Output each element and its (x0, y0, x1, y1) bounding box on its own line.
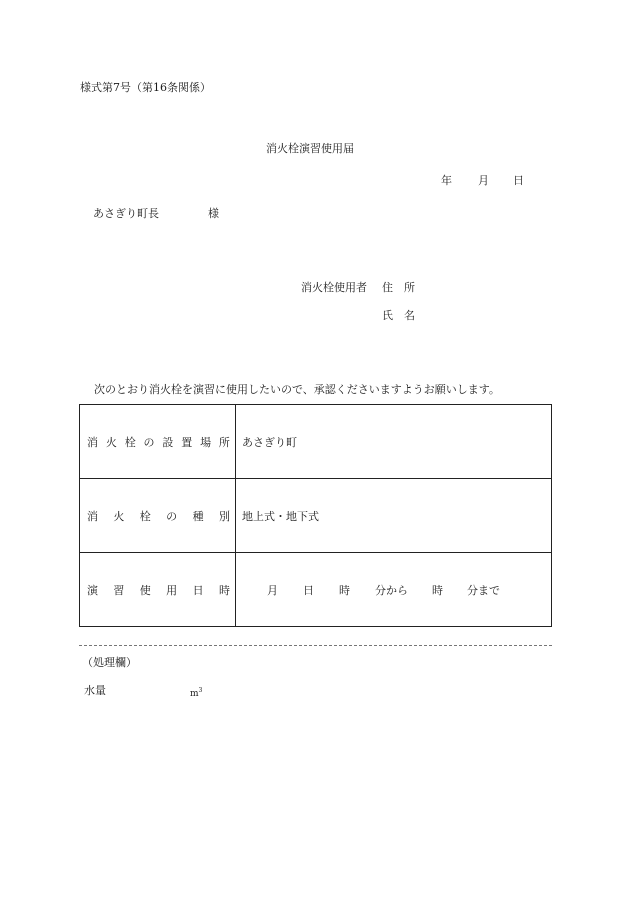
form-table (79, 404, 552, 627)
label-char: 日 (192, 583, 204, 597)
document-title: 消火栓演習使用届 (266, 142, 354, 155)
water-unit-superscript: 3 (198, 687, 203, 694)
schedule-value (242, 582, 551, 598)
date-year-label: 年 (441, 174, 452, 187)
label-char: 所 (218, 435, 230, 449)
recipient-name: あさぎり町長 (93, 207, 159, 220)
location-label-cell (80, 405, 236, 479)
label-char: 習 (113, 583, 125, 597)
label-char: 使 (139, 583, 151, 597)
water-amount-label: 水量 (84, 684, 106, 697)
label-char: 火 (113, 509, 125, 523)
schedule-hour: 時 (339, 583, 350, 597)
schedule-day: 日 (303, 583, 314, 597)
type-label (87, 508, 230, 524)
label-char: 種 (192, 509, 204, 523)
label-char: 時 (218, 583, 230, 597)
label-char: 場 (200, 435, 212, 449)
label-char: 栓 (139, 509, 151, 523)
label-char: 別 (218, 509, 230, 523)
label-char: の (143, 435, 155, 449)
request-text: 次のとおり消火栓を演習に使用したいので、承認くださいますようお願いします。 (94, 383, 500, 396)
label-char: 置 (181, 435, 193, 449)
schedule-month: 月 (267, 583, 278, 597)
applicant-label: 消火栓使用者 (301, 281, 367, 294)
label-char: 設 (162, 435, 174, 449)
type-value: 地上式・地下式 (236, 479, 552, 553)
location-label (87, 434, 230, 450)
recipient-honorific: 様 (208, 207, 219, 220)
label-char: 用 (166, 583, 178, 597)
date-month-label: 月 (478, 174, 489, 187)
schedule-from-minute: 分から (375, 583, 408, 597)
address-label: 住 所 (382, 281, 415, 294)
date-day-label: 日 (513, 174, 524, 187)
schedule-to-hour: 時 (432, 583, 443, 597)
table-row-type (80, 479, 552, 553)
table-row-schedule (80, 553, 552, 627)
label-char: 火 (105, 435, 117, 449)
label-char: 栓 (124, 435, 136, 449)
form-number: 様式第7号（第16条関係） (80, 81, 211, 94)
water-unit-base: m (190, 689, 199, 699)
label-char: 消 (87, 509, 98, 523)
schedule-value-cell (236, 553, 552, 627)
type-label-cell (80, 479, 236, 553)
label-char: 消 (87, 435, 98, 449)
processing-label: （処理欄） (82, 656, 137, 669)
schedule-label-cell (80, 553, 236, 627)
water-unit (190, 684, 202, 701)
name-label: 氏 名 (382, 309, 415, 322)
table-row-location (80, 405, 552, 479)
dashed-divider (79, 645, 552, 646)
label-char: の (166, 509, 178, 523)
schedule-label (87, 582, 230, 598)
label-char: 演 (87, 583, 98, 597)
location-value: あさぎり町 (236, 405, 552, 479)
schedule-to-minute: 分まで (467, 583, 500, 597)
